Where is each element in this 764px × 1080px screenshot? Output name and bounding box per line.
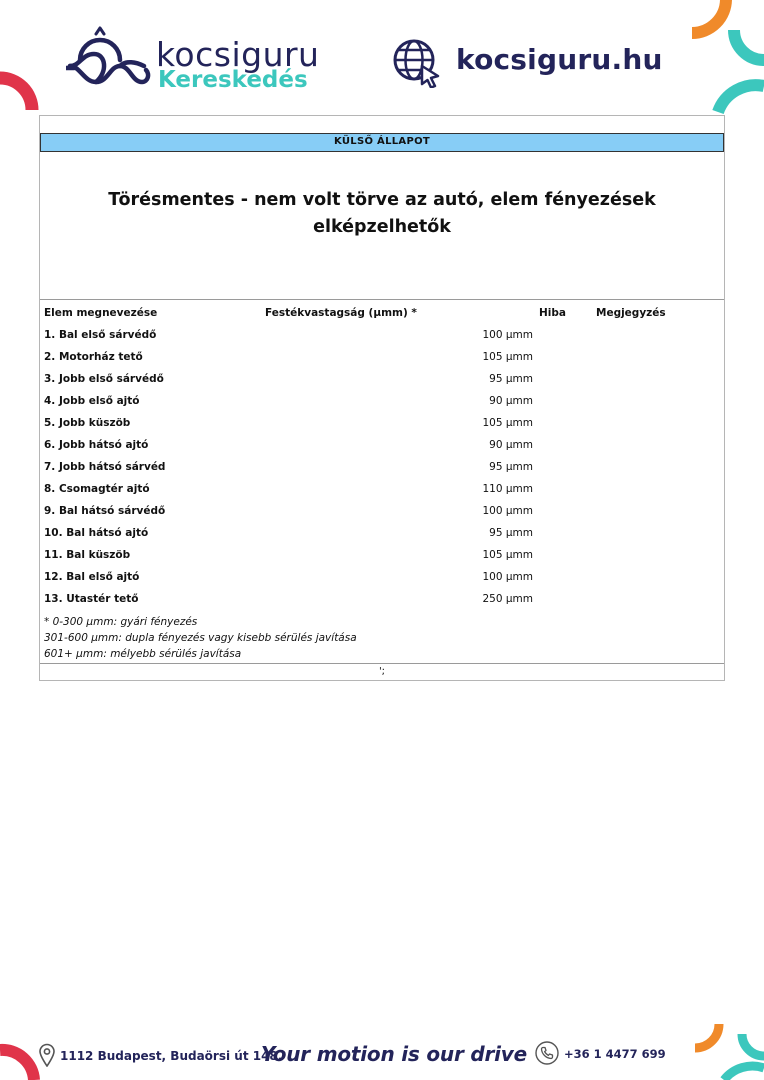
slogan: Your motion is our drive bbox=[261, 1042, 528, 1066]
top-right-arc-decoration bbox=[688, 0, 764, 115]
column-header-element: Elem megnevezése bbox=[44, 307, 158, 319]
row-thickness-value: 105 μmm bbox=[482, 417, 533, 429]
stray-text: '; bbox=[378, 666, 386, 677]
row-element-name: 13. Utastér tető bbox=[44, 593, 139, 605]
exterior-condition-report bbox=[39, 115, 725, 681]
row-element-name: 8. Csomagtér ajtó bbox=[44, 483, 150, 495]
condition-headline: Törésmentes - nem volt törve az autó, elem fényezések elképzelhetők bbox=[108, 190, 656, 237]
table-row bbox=[40, 372, 724, 394]
table-row bbox=[40, 526, 724, 548]
thickness-legend-notes bbox=[44, 614, 357, 662]
row-thickness-value: 90 μmm bbox=[489, 395, 533, 407]
bottom-right-arc-decoration bbox=[692, 1022, 764, 1080]
row-element-name: 11. Bal küszöb bbox=[44, 549, 131, 561]
row-thickness-value: 250 μmm bbox=[482, 593, 533, 605]
row-thickness-value: 100 μmm bbox=[482, 571, 533, 583]
table-row bbox=[40, 328, 724, 350]
website-logo bbox=[392, 36, 682, 88]
row-thickness-value: 105 μmm bbox=[482, 351, 533, 363]
table-row bbox=[40, 504, 724, 526]
row-thickness-value: 100 μmm bbox=[482, 329, 533, 341]
table-row bbox=[40, 592, 724, 614]
row-thickness-value: 95 μmm bbox=[489, 373, 533, 385]
footer-divider bbox=[40, 663, 724, 664]
table-row bbox=[40, 548, 724, 570]
row-thickness-value: 105 μmm bbox=[482, 549, 533, 561]
row-element-name: 4. Jobb első ajtó bbox=[44, 395, 140, 407]
note-line: 301-600 μmm: dupla fényezés vagy kisebb sérülés javítása bbox=[44, 632, 357, 644]
row-element-name: 12. Bal első ajtó bbox=[44, 571, 140, 583]
header-divider bbox=[40, 299, 724, 300]
row-thickness-value: 90 μmm bbox=[489, 439, 533, 451]
column-header-note: Megjegyzés bbox=[596, 307, 666, 319]
note-line: 601+ μmm: mélyebb sérülés javítása bbox=[44, 648, 242, 660]
row-element-name: 10. Bal hátsó ajtó bbox=[44, 527, 149, 539]
brand-subtitle: Kereskedés bbox=[158, 67, 308, 93]
row-element-name: 5. Jobb küszöb bbox=[44, 417, 131, 429]
table-row bbox=[40, 482, 724, 504]
row-thickness-value: 95 μmm bbox=[489, 527, 533, 539]
logo-mark-icon bbox=[66, 26, 152, 92]
section-title: KÜLSŐ ÁLLAPOT bbox=[40, 133, 724, 152]
row-element-name: 2. Motorház tető bbox=[44, 351, 143, 363]
table-row bbox=[40, 350, 724, 372]
website-name: kocsiguru.hu bbox=[456, 43, 663, 76]
table-row bbox=[40, 570, 724, 592]
table-row bbox=[40, 438, 724, 460]
phone-icon bbox=[535, 1041, 559, 1065]
row-thickness-value: 100 μmm bbox=[482, 505, 533, 517]
brand-name: kocsiguru bbox=[156, 35, 320, 74]
location-pin-icon bbox=[38, 1043, 56, 1067]
address-text: 1112 Budapest, Budaörsi út 148. bbox=[60, 1049, 283, 1063]
kocsiguru-kereskedes-logo bbox=[66, 24, 346, 96]
phone-number: +36 1 4477 699 bbox=[564, 1047, 666, 1061]
column-header-thickness: Festékvastagság (μmm) * bbox=[265, 307, 417, 319]
globe-cursor-icon bbox=[392, 38, 442, 88]
row-element-name: 7. Jobb hátsó sárvéd bbox=[44, 461, 166, 473]
top-left-arc-decoration bbox=[0, 60, 44, 120]
column-header-fault: Hiba bbox=[539, 307, 566, 319]
row-element-name: 3. Jobb első sárvédő bbox=[44, 373, 164, 385]
note-line: * 0-300 μmm: gyári fényezés bbox=[44, 616, 198, 628]
row-element-name: 6. Jobb hátsó ajtó bbox=[44, 439, 149, 451]
row-thickness-value: 95 μmm bbox=[489, 461, 533, 473]
table-row bbox=[40, 460, 724, 482]
row-element-name: 1. Bal első sárvédő bbox=[44, 329, 157, 341]
table-row bbox=[40, 394, 724, 416]
row-thickness-value: 110 μmm bbox=[482, 483, 533, 495]
table-row bbox=[40, 416, 724, 438]
row-element-name: 9. Bal hátsó sárvédő bbox=[44, 505, 166, 517]
